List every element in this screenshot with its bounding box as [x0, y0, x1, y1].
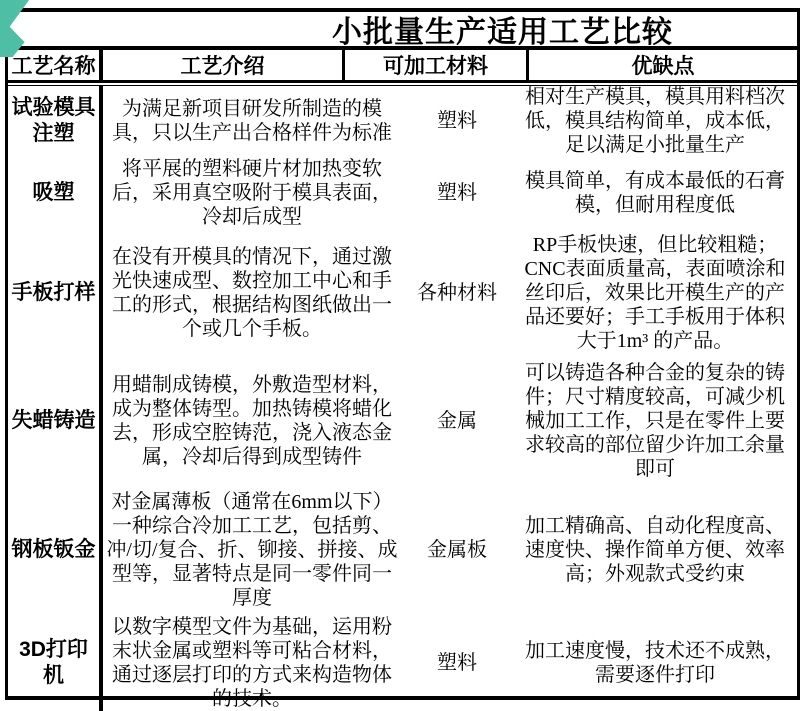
column-header-material: 可加工材料: [345, 50, 529, 80]
material-cell: 金属: [437, 410, 477, 432]
material-cell: 金属板: [427, 539, 487, 561]
pros-cons-cell: 相对生产模具，模具用料档次低，模具结构简单，成本低，足以满足小批量生产: [525, 86, 785, 156]
process-intro-cell: 以数字模型文件为基础，运用粉末状金属或塑料等可粘合材料，通过逐层打印的方式来构造物体的技术。: [112, 616, 392, 710]
column-header-process-intro: 工艺介绍: [103, 50, 345, 80]
pros-cons-cell: 模具简单，有成本最低的石膏模，但耐用程度低: [525, 169, 785, 216]
process-name-cell: 吸塑: [8, 156, 103, 229]
table-header-row: [8, 50, 797, 83]
table-body: [8, 86, 797, 711]
process-intro-cell: 在没有开模具的情况下，通过激光快速成型、数控加工中心和手工的形式，根据结构图纸做出一个或几个手板。: [112, 246, 392, 340]
material-cell: 塑料: [437, 181, 477, 204]
process-intro-cell: 将平展的塑料硬片材加热变软后，采用真空吸附于模具表面，冷却后成型: [112, 157, 392, 228]
process-intro-cell: 对金属薄板（通常在6mm以下）一种综合冷加工工艺，包括剪、冲/切/复合、折、铆接、拼接、成型等，显著特点是同一零件同一厚度: [106, 491, 398, 609]
material-cell: 各种材料: [417, 282, 497, 304]
process-comparison-table: [5, 8, 800, 710]
column-header-pros-cons: 优缺点: [631, 55, 695, 78]
process-name-cell: 手板打样: [8, 229, 103, 357]
process-name-cell: 钢板钣金: [8, 485, 103, 615]
table-title: 小批量生产适用工艺比较: [8, 12, 797, 50]
process-intro-cell: 为满足新项目研发所制造的模具，只以生产出合格样件为标准: [112, 98, 392, 144]
process-name-cell: 试验模具注塑: [8, 86, 103, 156]
pros-cons-cell: 可以铸造各种合金的复杂的铸件；尺寸精度较高，可减少机械加工工作，只是在零件上要求较高的部位留少许加工余量即可: [525, 362, 785, 480]
process-name-cell: 3D打印机: [8, 615, 103, 711]
material-cell: 塑料: [437, 652, 477, 674]
pros-cons-cell: 加工精确高、自动化程度高、速度快、操作简单方便、效率高；外观款式受约束: [525, 515, 785, 585]
material-cell: 塑料: [437, 110, 477, 132]
pros-cons-cell: RP手板快速，但比较粗糙；CNC表面质量高，表面喷涂和丝印后，效果比开模生产的产品还要好；手工手板用于体积大于1m³ 的产品。: [524, 234, 786, 352]
pros-cons-cell: 加工速度慢，技术还不成熟，需要逐件打印: [525, 640, 785, 686]
process-intro-cell: 用蜡制成铸模，外敷造型材料，成为整体铸型。加热铸模将蜡化去，形成空腔铸范，浇入液态金属，冷却后得到成型铸件: [112, 374, 392, 468]
process-name-cell: 失蜡铸造: [8, 357, 103, 485]
column-header-process-name: 工艺名称: [8, 50, 103, 80]
